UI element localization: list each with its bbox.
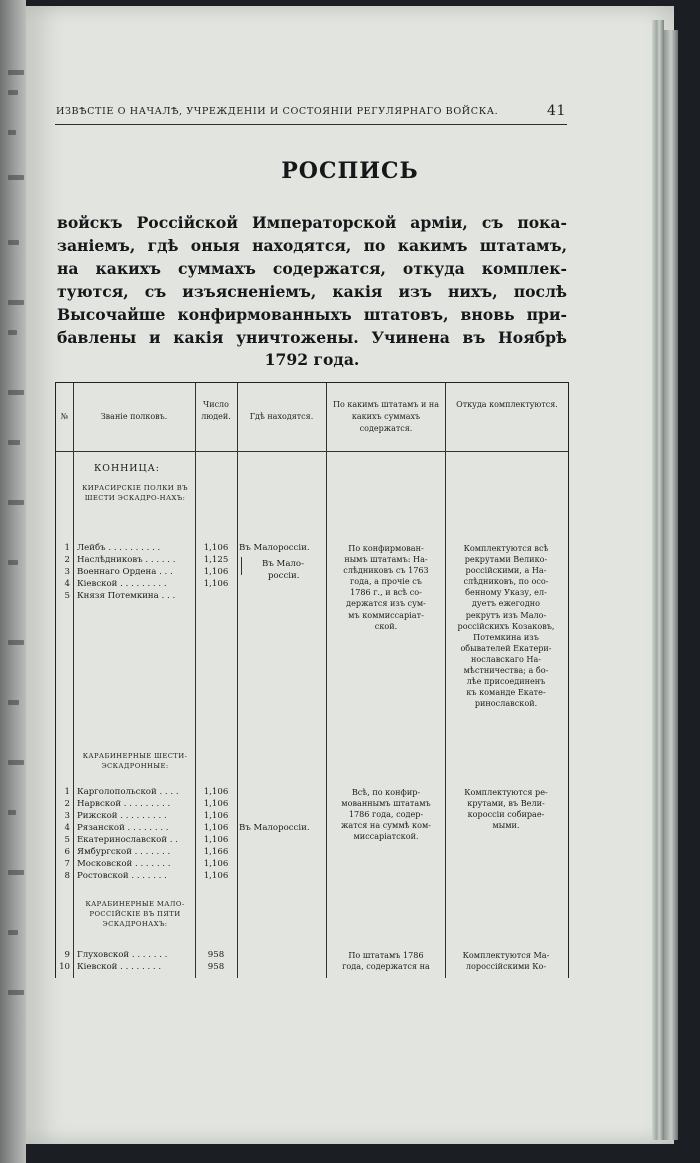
row-number: 2 <box>64 799 70 809</box>
header-location: Гдѣ находятся. <box>249 412 314 421</box>
section-cavalry: КОННИЦА: <box>94 463 160 474</box>
recruit-note: Комплектуются ре- крутами, въ Вели- короссіи собирае- мыми. <box>464 787 548 831</box>
location-text: россіи. <box>268 571 300 581</box>
regiment-name: Князя Потемкина . . . <box>77 591 176 601</box>
people-count: 1,106 <box>203 859 229 869</box>
staff-note: По штатамъ 1786 года, содержатся на <box>342 950 430 972</box>
header-staff-funding: По какимъ штатамъ и на какихъ суммахъ содержатся. <box>333 400 439 433</box>
people-count: 1,166 <box>203 847 229 857</box>
row-number: 4 <box>64 579 70 589</box>
running-head-text: ИЗВѢСТІЕ О НАЧАЛѢ, УЧРЕЖДЕНІИ И СОСТОЯНІИ РЕГУЛЯРНАГО ВОЙСКА. <box>56 106 499 117</box>
section-carabinier: КАРАБИНЕРНЫЕ ШЕСТИ-ЭСКАДРОННЫЕ: <box>82 752 188 770</box>
location-text: Въ Малороссіи. <box>239 543 310 553</box>
regiment-name: Глуховской . . . . . . . <box>77 950 168 960</box>
recruit-note: Комплектуются всѣ рекрутами Велико- россійскими, а На- слѣдниковъ, по осо- бенному Указу, ел- дуетъ ежегодно рекрутъ изъ Мало- россійскихъ Козаковъ, Потемкина изъ обывателей Екатери- нославскаго На- мѣстничества; а бо- лѣе присоединенъ къ команде Екате- ринославской. <box>457 543 555 709</box>
row-number: 1 <box>64 787 70 797</box>
page-edge <box>652 20 664 1140</box>
staff-note: По конфирмован- нымъ штатамъ: На- слѣдниковъ съ 1763 года, а прочіе съ 1786 г., и всѣ со- держатся изъ сум- мъ коммиссаріат- ской. <box>343 543 429 631</box>
subtitle-line: бавлены и какія уничтожены. Учинена въ Ноябрѣ <box>57 328 567 347</box>
row-number: 2 <box>64 555 70 565</box>
regiment-name: Лейбъ . . . . . . . . . . <box>77 543 161 553</box>
people-count: 1,106 <box>203 835 229 845</box>
row-number: 10 <box>59 962 70 972</box>
row-number: 5 <box>64 591 70 601</box>
people-count: 1,106 <box>203 579 229 589</box>
subtitle-line: Высочайше конфирмованныхъ штатовъ, вновь при- <box>57 305 567 324</box>
header-regiment-name: Званіе полковъ. <box>100 412 168 421</box>
regiment-name: Московской . . . . . . . <box>77 859 171 869</box>
regiment-name: Ростовской . . . . . . . <box>77 871 167 881</box>
regiment-name: Кіевской . . . . . . . . <box>77 962 162 972</box>
regiment-name: Екатеринославской . . <box>77 835 178 845</box>
subtitle-line: на какихъ суммахъ содержатся, откуда комплек- <box>57 259 567 278</box>
people-count: 1,106 <box>203 567 229 577</box>
people-count: 1,106 <box>203 811 229 821</box>
bracket <box>241 557 242 575</box>
regiment-name: Ямбургской . . . . . . . <box>77 847 171 857</box>
location-text: Въ Малороссіи. <box>239 823 310 833</box>
recruit-note: Комплектуются Ма- лороссійскими Ко- <box>462 950 550 972</box>
header-number: № <box>60 412 69 421</box>
staff-note: Всѣ, по конфир- мованнымъ штатамъ 1786 года, содер- жатся на суммѣ ком- миссаріатской. <box>340 787 432 842</box>
location-text: Въ Мало- <box>262 559 304 569</box>
regiment-name: Наслѣдниковъ . . . . . . <box>77 555 176 565</box>
subtitle-line: войскъ Россійской Императорской арміи, съ пока- <box>57 213 567 232</box>
header-people-count: Число людей. <box>201 400 231 421</box>
regiment-name: Нарвской . . . . . . . . . <box>77 799 171 809</box>
row-number: 7 <box>64 859 70 869</box>
book-cover-edge <box>664 30 678 1140</box>
regiment-name: Военнаго Ордена . . . <box>77 567 173 577</box>
people-count: 1,106 <box>203 543 229 553</box>
section-little-russian: КАРАБИНЕРНЫЕ МАЛО-РОССІЙСКІЕ ВЪ ПЯТИ ЭСКАДРОНАХЪ: <box>85 900 185 928</box>
subtitle-line: заніемъ, гдѣ оныя находятся, по какимъ штатамъ, <box>57 236 567 255</box>
running-head <box>56 103 566 122</box>
people-count: 1,106 <box>203 871 229 881</box>
people-count: 1,125 <box>203 555 229 565</box>
row-number: 8 <box>64 871 70 881</box>
regiment-name: Рязанской . . . . . . . . <box>77 823 169 833</box>
header-rule <box>55 124 567 125</box>
regiment-name: Карголопольской . . . . <box>77 787 179 797</box>
people-count: 958 <box>207 962 225 972</box>
header-recruitment: Откуда комплектуются. <box>456 400 558 409</box>
page-title: РОСПИСЬ <box>281 158 419 184</box>
regiment-name: Кіевской . . . . . . . . . <box>77 579 167 589</box>
section-cuirassier: КИРАСИРСКІЕ ПОЛКИ ВЪ ШЕСТИ ЭСКАДРО-НАХЪ: <box>82 484 188 502</box>
people-count: 1,106 <box>203 823 229 833</box>
row-number: 6 <box>64 847 70 857</box>
row-number: 3 <box>64 811 70 821</box>
page-number: 41 <box>546 103 566 119</box>
row-number: 9 <box>64 950 70 960</box>
row-number: 5 <box>64 835 70 845</box>
row-number: 3 <box>64 567 70 577</box>
regiment-name: Рижской . . . . . . . . . <box>77 811 167 821</box>
regiments-table <box>55 382 569 978</box>
subtitle-line: туются, съ изъясненіемъ, какія изъ нихъ, послѣ <box>57 282 567 301</box>
subtitle-line: 1792 года. <box>264 350 360 369</box>
row-number: 1 <box>64 543 70 553</box>
people-count: 958 <box>207 950 225 960</box>
row-number: 4 <box>64 823 70 833</box>
people-count: 1,106 <box>203 787 229 797</box>
people-count: 1,106 <box>203 799 229 809</box>
